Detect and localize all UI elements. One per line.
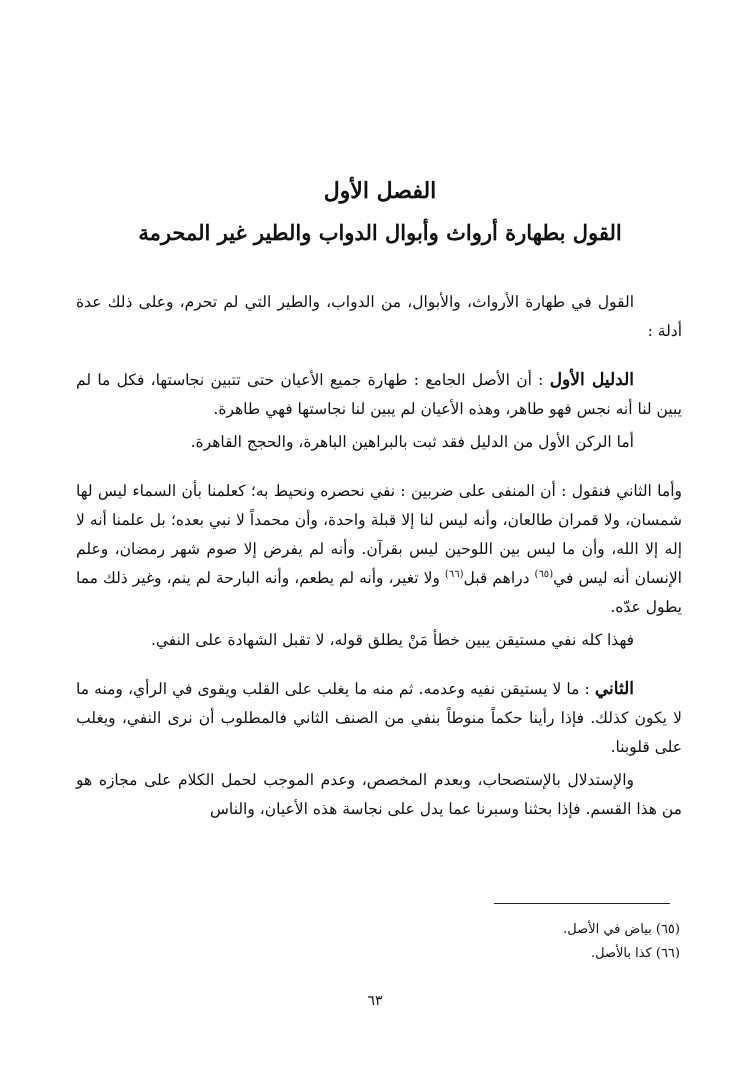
second-type-lead: الثاني: [594, 679, 634, 699]
second-pillar-text-c: ولا تغير، وأنه لم يطعم، وأنه البارحة لم ينم، وغير ذلك مما يطول عدّه.: [76, 569, 682, 616]
intro-paragraph: القول في طهارة الأرواث، والأبوال، من الدواب، والطير التي لم تحرم، وعلى ذلك عدة أدلة :: [76, 293, 682, 340]
chapter-title: الفصل الأول: [323, 178, 437, 204]
chapter-subtitle: القول بطهارة أرواث وأبوال الدواب والطير غير المحرمة: [138, 220, 622, 245]
second-type-text: : ما لا يستيقن نفيه وعدمه. ثم منه ما يغلب على القلب ويقوى في الرأي، ومنه ما لا يكون كذلك. فإذا رأينا حكماً منوطاً بنفي من الصنف الثاني فالمطلوب أن نرى النفي، ويغلب على قلوبنا.: [76, 680, 682, 756]
footnotes: [76, 918, 680, 966]
second-pillar-paragraph: [76, 477, 682, 622]
footnote-65: (٦٥) بياض في الأصل.: [563, 922, 680, 937]
page-number: ٦٣: [367, 993, 383, 1009]
istishab-paragraph: والإستدلال بالإستصحاب، وبعدم المخصص، وعدم الموجب لحمل الكلام على مجازه هو من هذا القسم. فإذا بحثنا وسبرنا عما يدل على نجاسة هذه الأعيان، والناس: [76, 771, 682, 818]
footnote-ref-65[interactable]: (٦٥): [534, 568, 554, 580]
second-type-paragraph: [76, 675, 682, 762]
first-pillar-paragraph: أما الركن الأول من الدليل فقد ثبت بالبراهين الباهرة، والحجج القاهرة.: [190, 433, 634, 451]
second-pillar-text-b: دراهم قبل: [463, 569, 535, 587]
first-evidence-lead: الدليل الأول: [549, 370, 634, 390]
second-pillar-text-a: وأما الثاني فنقول : أن المنفى على ضربين : نفي نحصره ونحيط به؛ كعلمنا بأن السماء ليس لها شمسان، ولا قمران طالعان، وأنه ليس لنا إلا قبلة واحدة، وأن محمداً لا نبي بعده؛ بل علمنا أنه لا إله إلا الله، وأن ما ليس بين اللوحين ليس بقرآن. وأنه لم يفرض إلا صوم شهر رمضان، وعلم الإنسان أنه ليس في: [76, 482, 682, 587]
certain-negation-paragraph: فهذا كله نفي مستيقن يبين خطأ مَنْ يطلق قوله، لا تقبل الشهادة على النفي.: [150, 631, 634, 649]
footnote-divider: [494, 903, 670, 904]
chapter-heading: [80, 174, 680, 250]
body-text: [76, 288, 682, 824]
first-evidence-text: : أن الأصل الجامع : طهارة جميع الأعيان حتى تتبين نجاستها، فكل ما لم يبين لنا أنه نجس فهو طاهر، وهذه الأعيان لم يبين لنا نجاستها فهي طاهرة.: [76, 371, 682, 418]
first-evidence-paragraph: [76, 366, 682, 424]
footnote-ref-66[interactable]: (٦٦): [444, 568, 464, 580]
footnote-66: (٦٦) كذا بالأصل.: [590, 946, 680, 961]
